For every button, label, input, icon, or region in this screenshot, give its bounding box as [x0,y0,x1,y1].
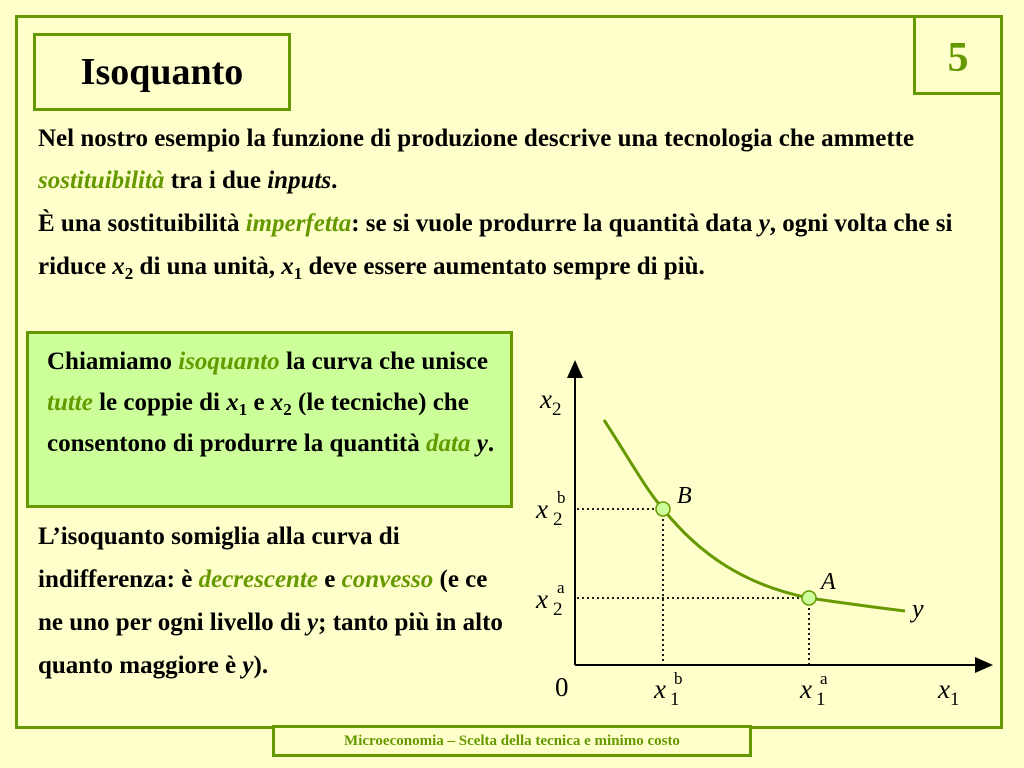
var-y: y [758,210,770,237]
text-run: tra i due [164,167,268,194]
text-run: le coppie di [92,389,227,416]
var-x: x [226,389,239,416]
text-run: . [487,430,495,457]
x1b-label: x [654,674,666,704]
emphasis-data: data [426,430,471,457]
text-run: (e ce ne uno per ogni livello di [38,566,488,636]
x1a-label: x [800,674,812,704]
emphasis-decrescente: decrescente [198,566,318,593]
text-run: . [331,167,338,194]
slide-title: Isoquanto [33,33,291,111]
x2a-label: x [536,584,548,614]
text-run: la curva che unisce [279,348,489,375]
x1a-subscript: 1 [816,689,826,710]
var-x: x [112,253,125,280]
point-a-label: A [821,569,836,595]
text-run: e [318,566,342,593]
var-y: y [476,430,488,457]
x2a-superscript: a [557,578,565,597]
text-run: , ogni volta che si riduce [38,210,953,280]
var-x: x [270,389,284,416]
var-y: y [307,609,319,636]
x1b-superscript: b [674,669,683,688]
subscript: 2 [283,400,292,419]
x2b-label: x [536,494,548,524]
point-b-marker [656,502,670,516]
subscript: 1 [293,264,303,283]
text-run: ; tanto più in alto quanto maggiore è [38,609,503,679]
text-run: di una unità, [133,253,282,280]
var-x: x [281,253,294,280]
emphasis-tutte: tutte [47,389,93,416]
x1a-superscript: a [820,669,828,688]
x-axis-label: $x_1$ [938,674,960,710]
text-run: È una sostituibilità [38,210,246,237]
x2b-subscript: 2 [553,509,563,530]
emphasis-isoquanto: isoquanto [178,348,280,375]
subscript: 2 [124,264,134,283]
x1b-subscript: 1 [670,689,680,710]
text-run: Nel nostro esempio la funzione di produzione descrive una tecnologia che ammette [38,125,915,152]
slide-number: 5 [913,15,1003,95]
isoquant-curve [604,420,905,611]
subscript: 1 [238,400,248,419]
emphasis-convesso: convesso [341,566,434,593]
text-run: L’isoquanto somiglia alla curva di indifferenza: è [38,523,400,593]
text-run: (le tecniche) che consentono di produrre la quantità [47,389,469,457]
var-y: y [242,652,254,679]
slide-footer: Microeconomia – Scelta della tecnica e minimo costo [272,725,752,757]
point-b-label: B [677,483,692,509]
emphasis-imperfetta: imperfetta [245,210,352,237]
point-a-marker [802,591,816,605]
text-run: e [247,389,271,416]
emphasis-inputs: inputs [267,167,332,194]
x2a-subscript: 2 [553,599,563,620]
emphasis-sostituibilita: sostituibilità [38,167,165,194]
x2b-superscript: b [557,488,566,507]
text-run: Chiamiamo [47,348,179,375]
text-run: : se si vuole produrre la quantità data [351,210,759,237]
text-run: ). [253,652,269,679]
curve-label-y: y [912,594,924,623]
origin-label: 0 [555,672,569,702]
y-axis-label: $x_2$ [540,384,562,420]
text-run: deve essere aumentato sempre di più. [302,253,705,280]
